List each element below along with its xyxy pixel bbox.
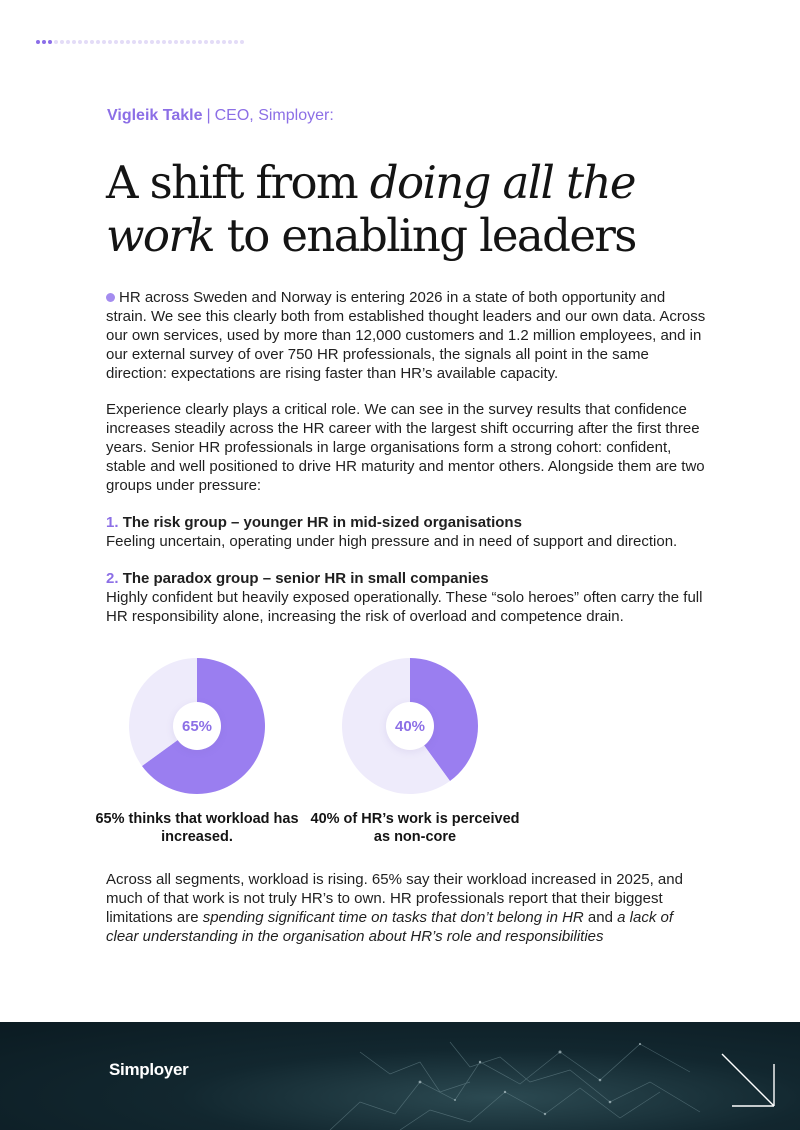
group-title: The risk group – younger HR in mid-sized organisations [122, 514, 522, 531]
donut-caption: 40% of HR’s work is perceived as non-core [310, 811, 520, 845]
workload-emphasis-2: a lack of clear understanding in the organisation about HR’s role and responsibilities [106, 909, 674, 945]
title-emphasis-2: work [106, 209, 214, 262]
title-part-2: to enabling leaders [214, 209, 636, 262]
workload-emphasis-1: spending significant time on tasks that don’t belong in HR [202, 909, 584, 926]
arrow-down-right-icon [718, 1050, 778, 1110]
page-title [106, 156, 706, 262]
intro-text: HR across Sweden and Norway is entering 2026 in a state of both opportunity and strain. We see this clearly both from established thought leaders and our own data. Across our own services, used by more than 12,000 customers and 1.2 million employees, and in our external survey of over 750 HR professionals, the signals all point in the same direction: expectations are rising faster than HR’s available capacity. [106, 289, 706, 382]
group-description: Highly confident but heavily exposed operationally. These “solo heroes” often carry the full HR responsibility alone, increasing the risk of overload and competence drain. [106, 589, 703, 625]
author-name: Vigleik Takle [107, 107, 203, 124]
group-description: Feeling uncertain, operating under high pressure and in need of support and direction. [106, 533, 678, 550]
noncore-donut-chart [342, 658, 478, 794]
byline-separator: | [206, 107, 211, 124]
intro-paragraph [106, 288, 706, 383]
workload-paragraph [106, 870, 706, 946]
donut-value-label: 65% [173, 702, 221, 750]
workload-text: Across all segments, workload is rising. 65% say their workload increased in 2025, and much of that work is not truly HR’s to own. HR professionals report that their biggest limitations are [106, 871, 683, 926]
group-item [106, 569, 706, 626]
brand-logo: Simployer [109, 1060, 189, 1079]
workload-text-mid: and [583, 909, 618, 926]
byline [107, 107, 334, 125]
progress-dots [36, 40, 244, 44]
donut-value-label: 40% [386, 702, 434, 750]
group-title: The paradox group – senior HR in small companies [122, 570, 489, 587]
bullet-icon [106, 293, 115, 302]
experience-paragraph: Experience clearly plays a critical role. We can see in the survey results that confidence increases steadily across the HR career with the largest shift occurring after the first three years. Senior HR professionals in large organisations form a strong cohort: confident, stable and well positioned to drive HR maturity and mentor others. Alongside them are two groups under pressure: [106, 401, 705, 494]
group-number: 2. [106, 570, 119, 587]
donut-caption: 65% thinks that workload has increased. [95, 811, 299, 845]
title-emphasis-1: doing all the [369, 156, 635, 209]
author-role: CEO, Simployer: [214, 107, 334, 124]
group-number: 1. [106, 514, 119, 531]
group-item [106, 513, 706, 551]
footer-banner [0, 1022, 800, 1130]
workload-donut-chart [129, 658, 265, 794]
title-part-1: A shift from [106, 156, 370, 209]
